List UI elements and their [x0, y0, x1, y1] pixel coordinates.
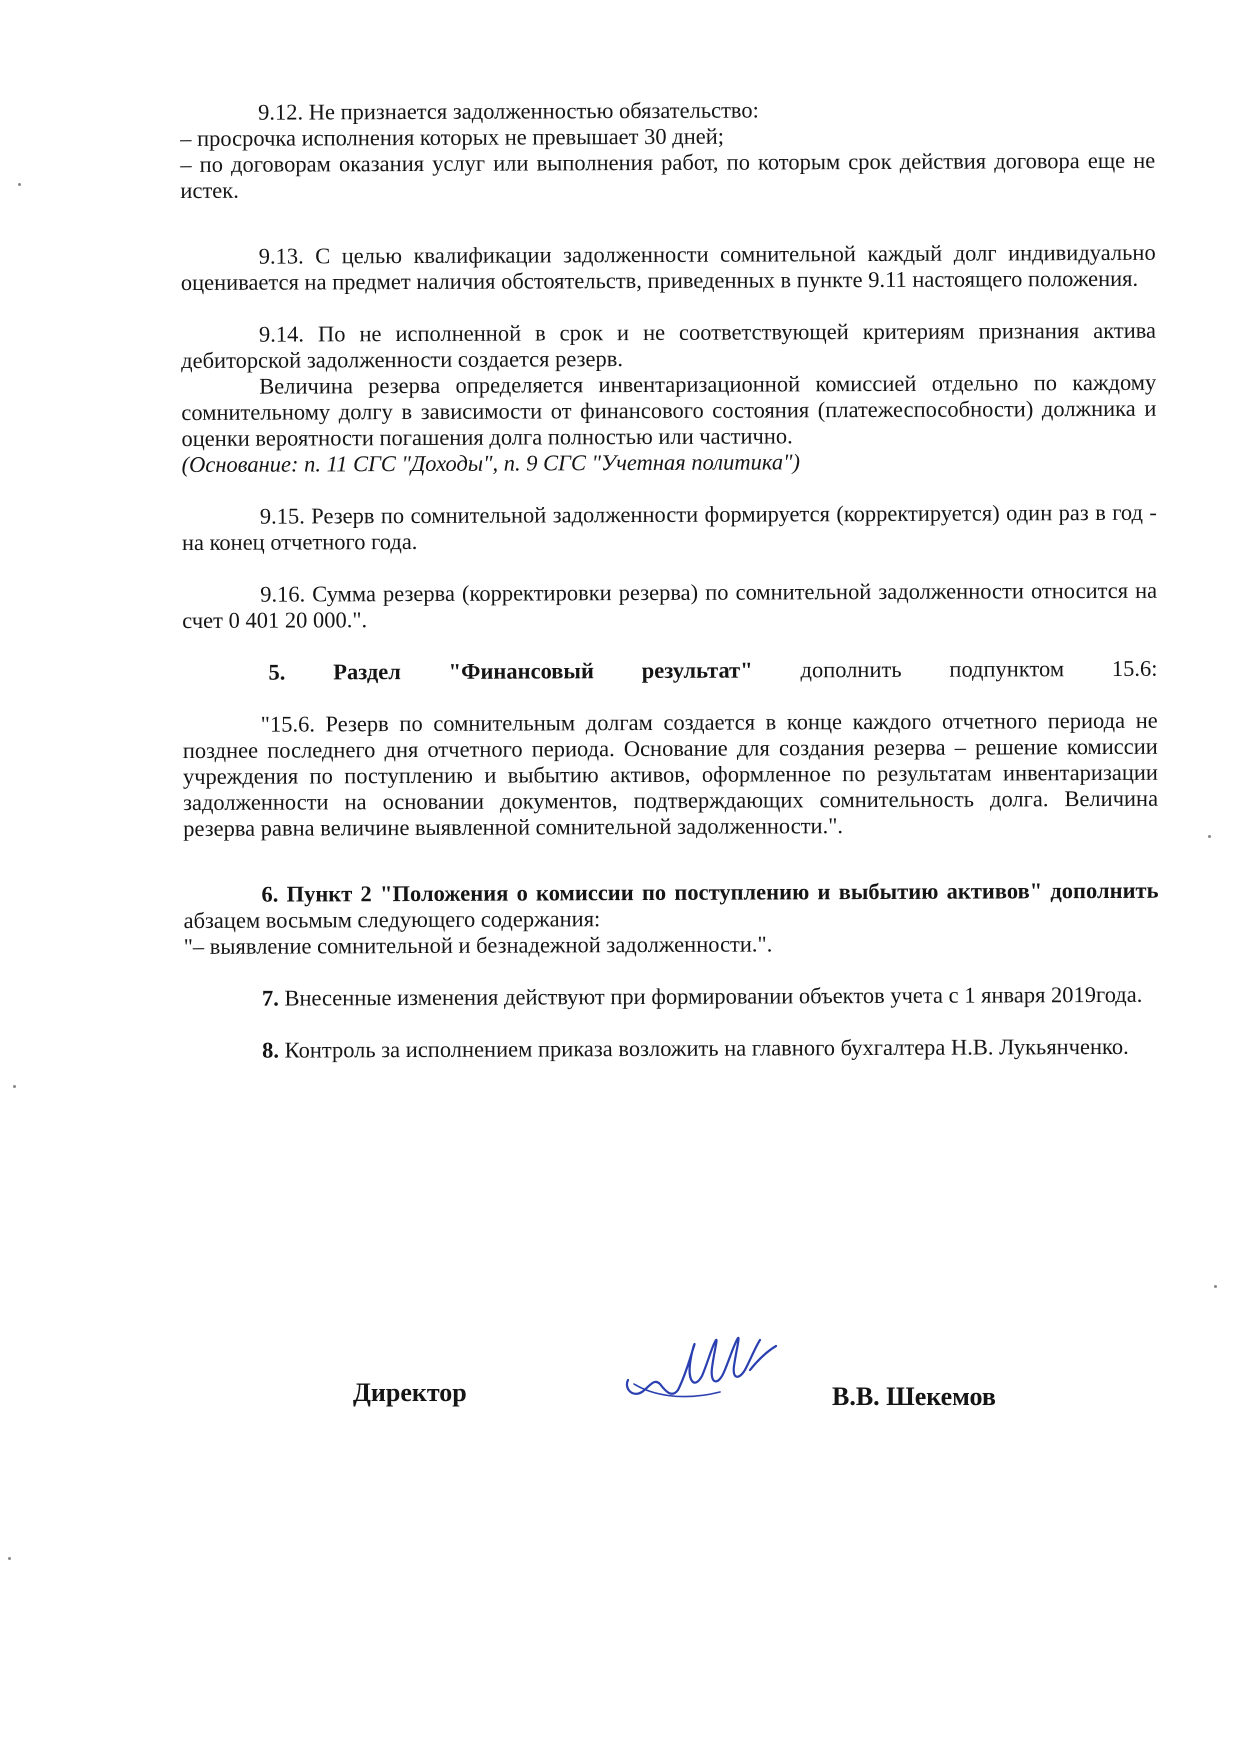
paragraph-9-14-reserve: Величина резерва определяется инвентаризационной комиссией отдельно по каждому сомнительному долгу в зависимости от финансового состояния (платежеспособности) должника и оценки вероятности погашения долга полностью или частично. [181, 369, 1157, 451]
paragraph-9-14: 9.14. По не исполненной в срок и не соответствующей критериям признания актива дебиторской задолженности создается резерв. [181, 317, 1157, 373]
paragraph-9-14-basis: (Основание: п. 11 СГС "Доходы", п. 9 СГС "Учетная политика") [181, 449, 801, 477]
section-5-word-result: результат" [641, 657, 753, 683]
section-5-word-subpoint: подпунктом [949, 656, 1065, 682]
section-7 [184, 982, 1159, 1012]
section-5-word-supplement: дополнить [800, 656, 902, 683]
section-7-text: Внесенные изменения действуют при формировании объектов учета с 1 января 2019года. [278, 981, 1143, 1011]
section-8 [184, 1034, 1159, 1064]
signatory-position: Директор [353, 1378, 467, 1407]
section-8-text: Контроль за исполнением приказа возложить на главного бухгалтера Н.В. Лукьянченко. [278, 1033, 1129, 1063]
scan-speck [1214, 1285, 1217, 1288]
paragraph-9-15: 9.15. Резерв по сомнительной задолженности формируется (корректируется) один раз в год - на конец отчетного года. [181, 499, 1157, 555]
section-5-word-financial: "Финансовый [448, 658, 594, 684]
document-body [180, 96, 1159, 1064]
paragraph-9-12-heading: 9.12. Не признается задолженностью обязательство: [257, 97, 759, 125]
section-7-number: 7. [261, 985, 279, 1011]
handwritten-signature [620, 1318, 790, 1418]
section-5-heading [182, 656, 1157, 686]
scan-speck [13, 1085, 16, 1088]
section-6-quote: "– выявление сомнительной и безнадежной задолженности.". [183, 931, 773, 959]
paragraph-9-16: 9.16. Сумма резерва (корректировки резерва) по сомнительной задолженности относится на счет 0 401 20 000.". [182, 577, 1158, 633]
paragraph-9-13: 9.13. С целью квалификации задолженности сомнительной каждый долг индивидуально оценивается на предмет наличия обстоятельств, приведенных в пункте 9.11 настоящего положения. [180, 239, 1156, 295]
section-5-number: 5. [268, 659, 286, 685]
section-6-rest: абзацем восьмым следующего содержания: [183, 906, 601, 933]
signature-block [0, 1300, 1240, 1440]
scan-speck [1208, 835, 1211, 838]
paragraph-15-6: "15.6. Резерв по сомнительным долгам создается в конце каждого отчетного периода не позднее последнего дня отчетного периода. Основание для создания резерва – решение комиссии учреждения по поступлению и выбытию активов, оформленное по результатам инвентаризации задолженности на основании документов, подтверждающих сомнительность долга. Величина резерва равна величине выявленной сомнительной задолженности.". [182, 707, 1159, 841]
scan-speck [8, 1557, 11, 1560]
paragraph-9-12-item-2: – по договорам оказания услуг или выполнения работ, по которым срок действия договора еще не истек. [180, 147, 1156, 203]
section-5-word-number: 15.6: [1111, 655, 1158, 681]
signatory-name: В.В. Шекемов [832, 1382, 996, 1411]
section-6 [183, 878, 1158, 934]
section-8-number: 8. [262, 1037, 280, 1063]
paragraph-9-12-item-1: – просрочка исполнения которых не превышает 30 дней; [180, 123, 725, 151]
section-6-bold: 6. Пункт 2 "Положения о комиссии по поступлению и выбытию активов" дополнить [261, 877, 1159, 907]
scan-speck [18, 183, 21, 186]
section-5-word-razdel: Раздел [333, 659, 401, 685]
